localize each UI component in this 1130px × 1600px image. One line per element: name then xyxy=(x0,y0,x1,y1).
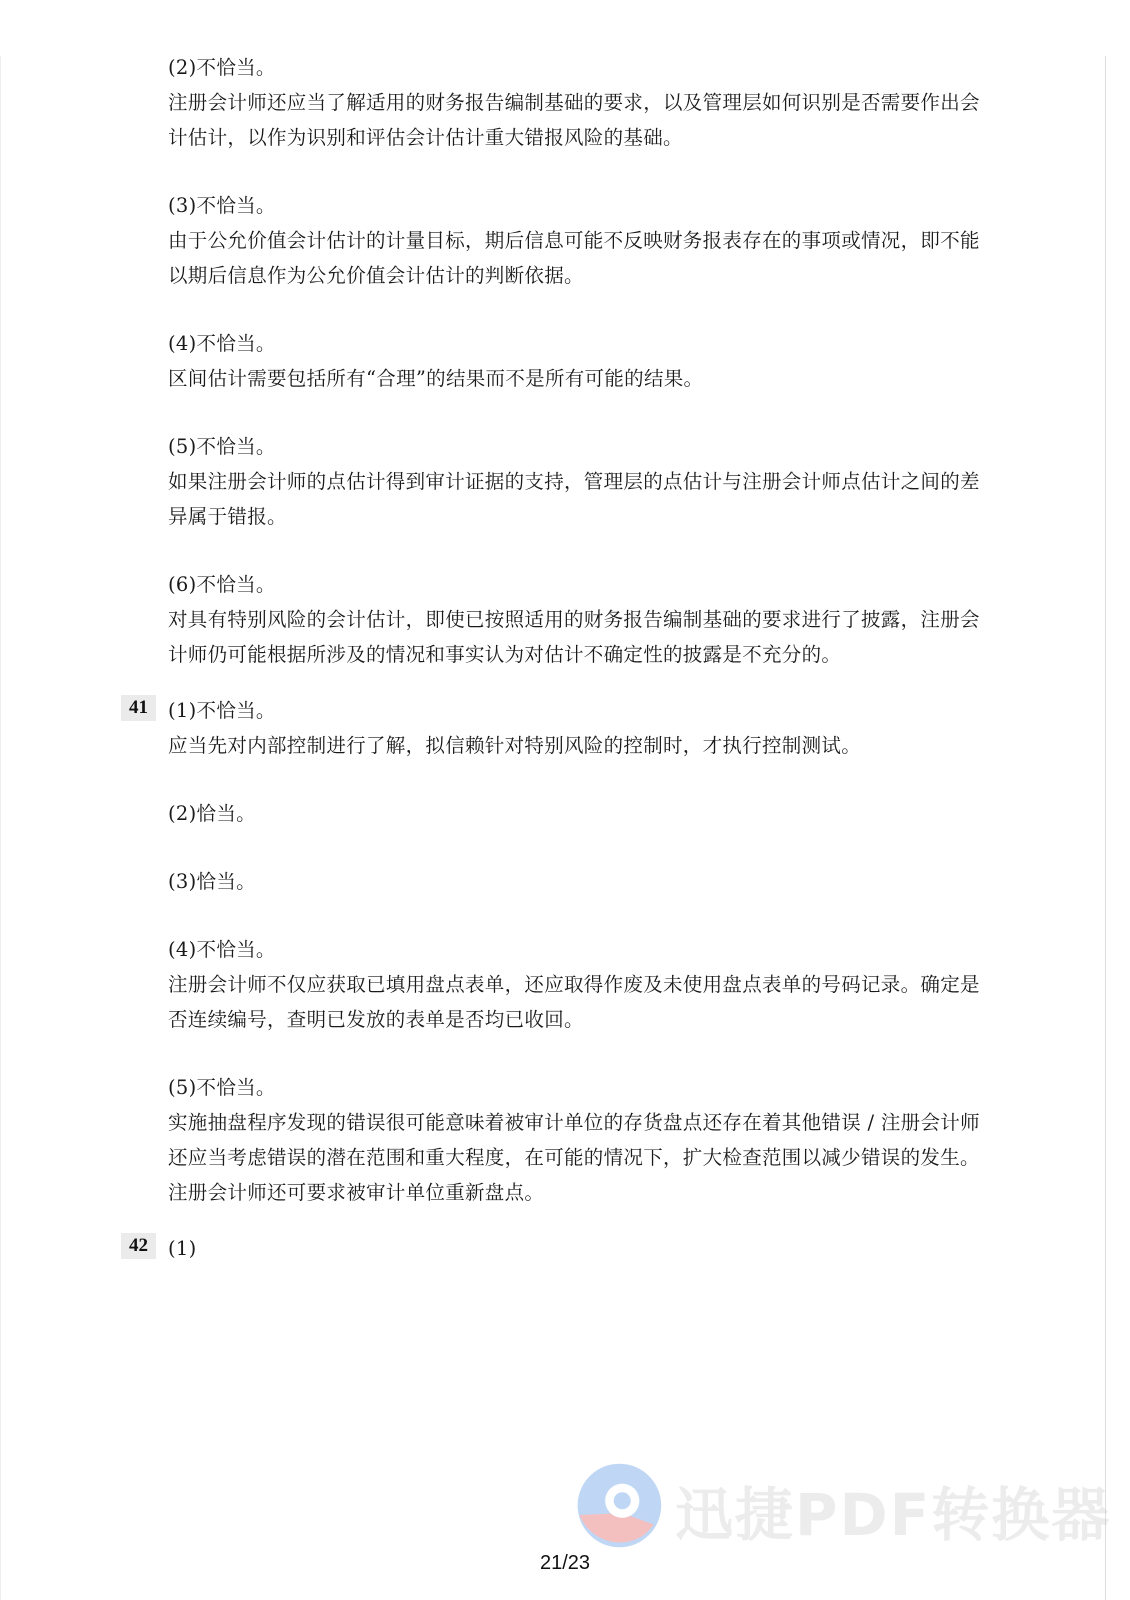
answer-block xyxy=(168,693,988,763)
answer-explanation: 对具有特别风险的会计估计，即使已按照适用的财务报告编制基础的要求进行了披露，注册会计师仍可能根据所涉及的情况和事实认为对估计不确定性的披露是不充分的。 xyxy=(168,608,980,666)
answer-explanation: 注册会计师还应当了解适用的财务报告编制基础的要求，以及管理层如何识别是否需要作出会计估计，以作为识别和评估会计估计重大错报风险的基础。 xyxy=(168,91,980,149)
question-42 xyxy=(129,1231,988,1266)
answer-block xyxy=(168,932,988,1037)
answer-label: (4)不恰当。 xyxy=(168,332,276,355)
answer-block xyxy=(168,864,988,899)
answer-label: (6)不恰当。 xyxy=(168,573,276,596)
document-body xyxy=(129,50,988,1299)
answer-label: (5)不恰当。 xyxy=(168,435,276,458)
page-number: 21/23 xyxy=(539,1552,591,1574)
answer-block xyxy=(168,188,988,293)
answer-block xyxy=(168,796,988,831)
watermark-text: 迅捷PDF转换器 xyxy=(675,1481,1112,1549)
answer-label: (4)不恰当。 xyxy=(168,938,276,961)
answer-explanation: 如果注册会计师的点估计得到审计证据的支持，管理层的点估计与注册会计师点估计之间的差异属于错报。 xyxy=(168,470,980,528)
answer-explanation: 由于公允价值会计估计的计量目标，期后信息可能不反映财务报表存在的事项或情况，即不能以期后信息作为公允价值会计估计的判断依据。 xyxy=(168,229,980,287)
answer-block xyxy=(168,326,988,396)
answer-explanation: 区间估计需要包括所有“合理”的结果而不是所有可能的结果。 xyxy=(168,367,704,390)
answer-label: (5)不恰当。 xyxy=(168,1076,276,1099)
question-number: 41 xyxy=(121,695,156,721)
answer-label: (3)恰当。 xyxy=(168,870,256,893)
answer-block xyxy=(168,50,988,155)
answer-label: (2)不恰当。 xyxy=(168,56,276,79)
question-41 xyxy=(129,693,988,1210)
answer-label: (1) xyxy=(168,1237,197,1260)
answer-block xyxy=(168,429,988,534)
xunjie-logo-icon xyxy=(570,1458,665,1553)
question-number: 42 xyxy=(121,1233,156,1259)
answer-block xyxy=(168,567,988,672)
answer-label: (2)恰当。 xyxy=(168,802,256,825)
answer-explanation: 注册会计师不仅应获取已填用盘点表单，还应取得作废及未使用盘点表单的号码记录。确定是否连续编号，查明已发放的表单是否均已收回。 xyxy=(168,973,980,1031)
answer-explanation: 实施抽盘程序发现的错误很可能意味着被审计单位的存货盘点还存在着其他错误 / 注册会计师还应当考虑错误的潜在范围和重大程度，在可能的情况下，扩大检查范围以减少错误的发生。注册会计师还可要求被审计单位重新盘点。 xyxy=(168,1111,980,1204)
answer-label: (3)不恰当。 xyxy=(168,194,276,217)
question-continued xyxy=(168,50,988,672)
answer-explanation: 应当先对内部控制进行了解，拟信赖针对特别风险的控制时，才执行控制测试。 xyxy=(168,734,862,757)
answer-label: (1)不恰当。 xyxy=(168,699,276,722)
answer-block xyxy=(168,1070,988,1210)
watermark xyxy=(570,1458,1112,1568)
answer-block xyxy=(168,1231,988,1266)
